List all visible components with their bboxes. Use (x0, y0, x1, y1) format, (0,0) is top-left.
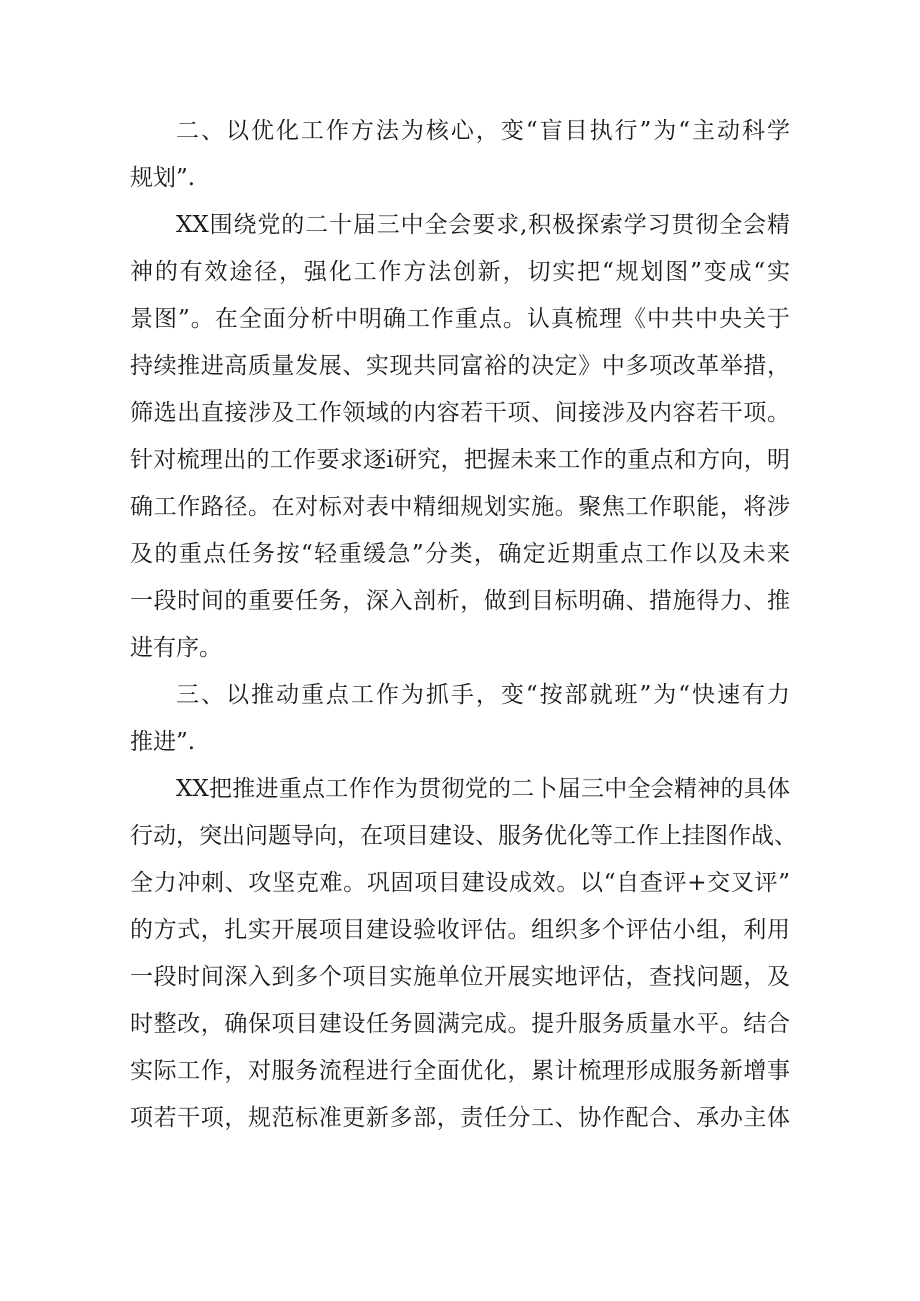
text-line: 针对梳理出的工作要求逐i研究，把握未来工作的重点和方向，明 (130, 447, 790, 473)
text-line: 确工作路径。在对标对表中精细规划实施。聚焦工作职能，将涉 (130, 494, 790, 520)
text-line: 二、以优化工作方法为核心，变“盲目执行”为“主动科学 (176, 118, 790, 144)
text-line: 景图”。在全面分析中明确工作重点。认真梳理《中共中央关于 (130, 306, 790, 332)
text-line: 推进”. (130, 729, 196, 755)
text-line: 项若干项，规范标准更新多部，责任分工、协作配合、承办主体 (130, 1105, 790, 1131)
document-page (130, 108, 797, 1142)
text-line: XX把推进重点工作作为贯彻党的二卜届三中全会精神的具体 (176, 776, 790, 802)
text-line: XX围绕党的二十届三中全会要求,积极探索学习贯彻全会精 (176, 212, 790, 238)
text-line: 一段时间深入到多个项目实施单位开展实地评估，查找问题，及 (130, 964, 790, 990)
body-paragraph-1 (130, 202, 790, 672)
section-heading-3 (130, 672, 790, 766)
text-line: 神的有效途径，强化工作方法创新，切实把“规划图”变成“实 (130, 259, 790, 285)
text-line: 筛选出直接涉及工作领域的内容若干项、间接涉及内容若干项。 (130, 400, 790, 426)
text-line: 行动，突出问题导向，在项目建设、服务优化等工作上挂图作战、 (130, 823, 797, 849)
text-line: 三、以推动重点工作为抓手，变“按部就班”为“快速有力 (176, 682, 790, 708)
text-line: 进有序。 (130, 635, 222, 661)
body-paragraph-2 (130, 766, 797, 1142)
text-line: 时整改，确保项目建设任务圆满完成。提升服务质量水平。结合 (130, 1011, 790, 1037)
section-heading-2 (130, 108, 790, 202)
text-line: 实际工作，对服务流程进行全面优化，累计梳理形成服务新增事 (130, 1058, 790, 1084)
text-line: 的方式，扎实开展项目建设验收评估。组织多个评估小组，利用 (130, 917, 790, 943)
text-line: 全力冲刺、攻坚克难。巩固项目建设成效。以“自查评+交叉评” (130, 870, 790, 896)
text-line: 及的重点任务按“轻重缓急”分类，确定近期重点工作以及未来 (130, 541, 790, 567)
text-line: 规划”. (130, 165, 196, 191)
text-line: 一段时间的重要任务，深入剖析，做到目标明确、措施得力、推 (130, 588, 790, 614)
text-line: 持续推进高质量发展、实现共同富裕的决定》中多项改革举措， (130, 353, 790, 379)
